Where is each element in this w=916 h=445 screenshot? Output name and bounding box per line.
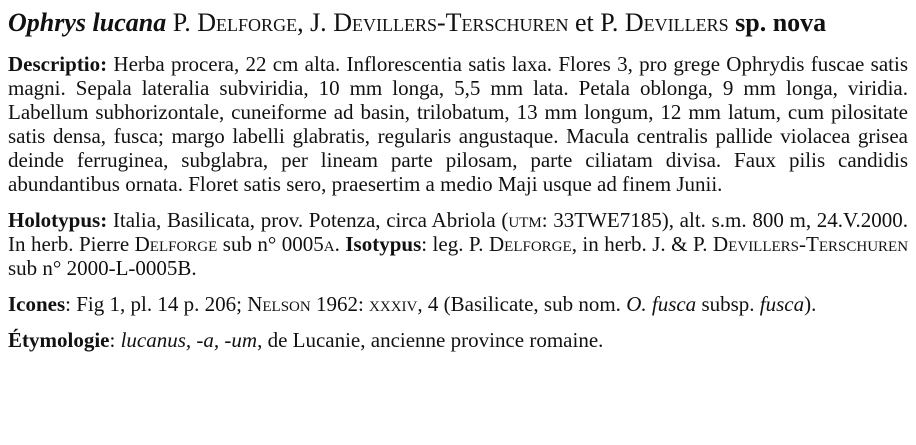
descriptio-text: Herba procera, 22 cm alta. Inflorescentia satis laxa. Flores 3, pro grege Ophrydis fuscae satis magni. Sepala lateralia subviridia, 10 mm longa, 5,5 mm lata. Petala oblonga, 9 mm longa, viridia. Labellum subhorizontale, cuneiforme ad basin, trilobatum, 13 mm longum, 12 mm latum, cum pilositate satis densa, fusca; margo labelli glabratis, regularis angustaque. Macula centralis pallide violacea grisea deinde ferruginea, subglabra, per lineam parte pilosam, parte ciliatam divisa. Faux pilis candidis abundantibus ornata. Floret satis sero, praesertim a medio Maji usque ad finem Junii. xyxy=(8,52,908,196)
holotypus-paragraph: Holotypus: Italia, Basilicata, prov. Potenza, circa Abriola (utm: 33TWE7185), alt. s.m. 800 m, 24.V.2000. In herb. Pierre Delforge sub n° 0005a. Isotypus: leg. P. Delforge, in herb. J. & P. Devillers-Terschuren sub n° 2000-L-0005B. xyxy=(8,208,909,280)
species-title xyxy=(8,6,908,40)
descriptio-label: Descriptio: xyxy=(8,52,108,76)
icones-paragraph: Icones: Fig 1, pl. 14 p. 206; Nelson 1962: xxxiv, 4 (Basilicate, sub nom. O. fusca subsp. fusca). xyxy=(8,292,817,316)
isotypus-label: Isotypus xyxy=(345,232,422,256)
etymologie-label: Étymologie xyxy=(8,328,110,352)
icones-label: Icones xyxy=(8,292,66,316)
species-authors: P. Delforge, J. Devillers-Terschuren et P. Devillers xyxy=(172,8,729,37)
etymologie-paragraph: Étymologie: lucanus, -a, -um, de Lucanie, ancienne province romaine. xyxy=(8,328,604,352)
holotypus-label: Holotypus: xyxy=(8,208,108,232)
species-name: Ophrys lucana xyxy=(8,8,167,37)
species-nova: sp. nova xyxy=(728,8,827,37)
descriptio-paragraph xyxy=(8,52,908,196)
